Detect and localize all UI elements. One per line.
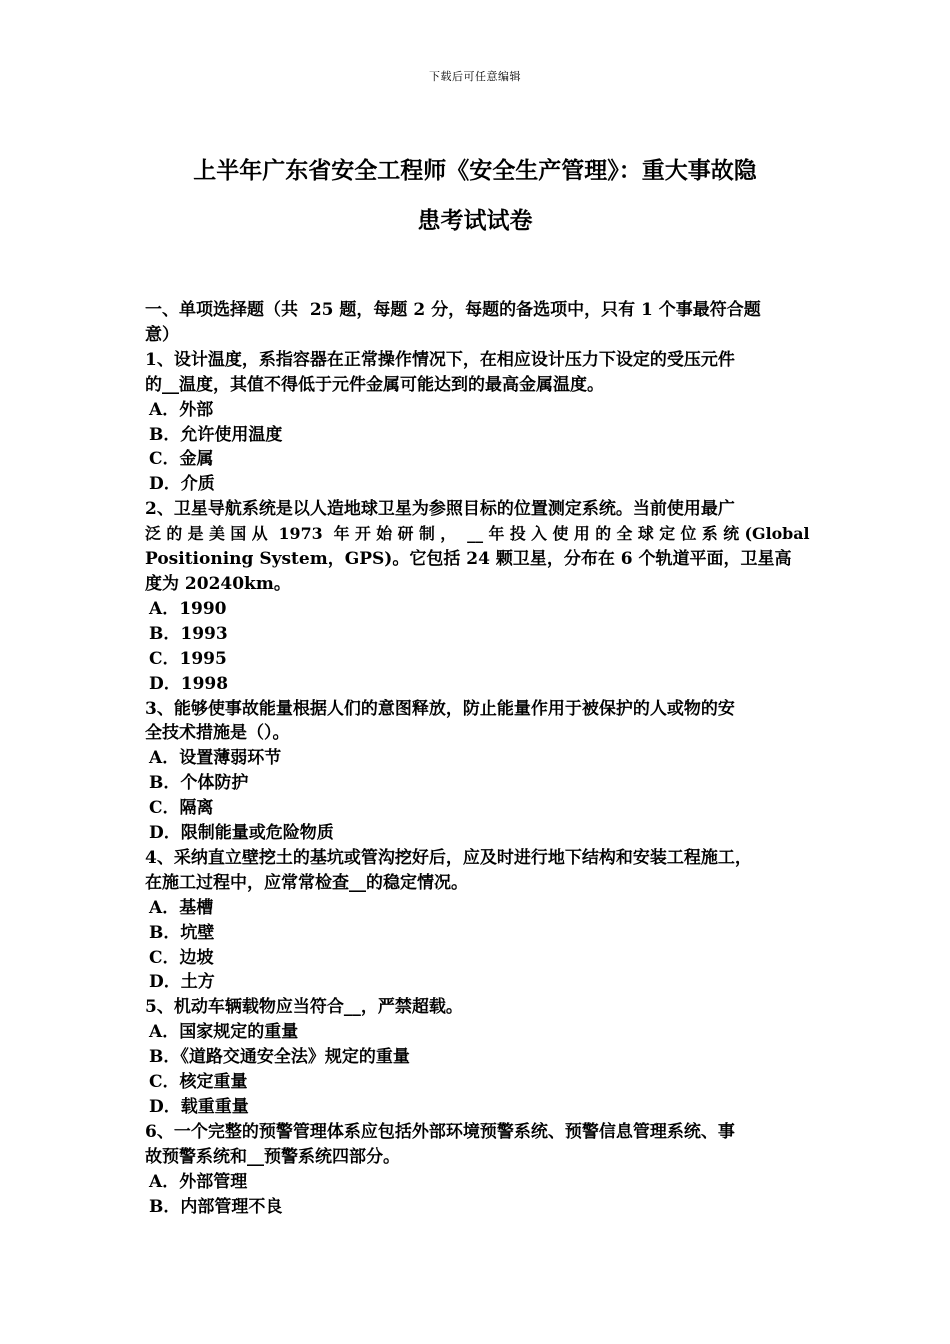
option-c: C．核定重量 xyxy=(149,1072,248,1093)
header-note: 下载后可任意编辑 xyxy=(429,70,521,83)
option-c: C．1995 xyxy=(149,648,227,669)
option-b: B．个体防护 xyxy=(149,773,249,794)
question-3 xyxy=(145,697,817,846)
question-text-line: 的__温度，其值不得低于元件金属可能达到的最高金属温度。 xyxy=(145,374,604,395)
option-a: A．外部管理 xyxy=(149,1171,248,1192)
option-b: B．《道路交通安全法》规定的重量 xyxy=(149,1047,410,1068)
question-text-line: 故预警系统和__预警系统四部分。 xyxy=(145,1146,400,1167)
title-line-2: 患考试试卷 xyxy=(417,207,533,234)
option-a: A．基槽 xyxy=(149,897,214,918)
exam-content xyxy=(145,298,817,1220)
option-b: B．1993 xyxy=(149,623,228,644)
question-1 xyxy=(145,348,817,497)
option-c: C．金属 xyxy=(149,449,214,470)
section-heading xyxy=(145,298,817,348)
page-title xyxy=(150,146,800,246)
option-c: C．边坡 xyxy=(149,947,214,968)
question-text-line: 3、能够使事故能量根据人们的意图释放，防止能量作用于被保护的人或物的安 xyxy=(145,698,735,719)
option-d: D．1998 xyxy=(149,673,229,694)
question-text-line: 度为 20240km。 xyxy=(145,573,291,594)
option-a: A．国家规定的重量 xyxy=(149,1022,299,1043)
title-line-1: 上半年广东省安全工程师《安全生产管理》：重大事故隐 xyxy=(193,157,757,184)
question-text-line: 1、设计温度，系指容器在正常操作情况下，在相应设计压力下设定的受压元件 xyxy=(145,349,735,370)
question-6 xyxy=(145,1120,817,1220)
option-d: D．土方 xyxy=(149,972,215,993)
question-text-line: 2、卫星导航系统是以人造地球卫星为参照目标的位置测定系统。当前使用最广 xyxy=(145,499,735,520)
question-text-line: 4、采纳直立壁挖土的基坑或管沟挖好后，应及时进行地下结构和安装工程施工， xyxy=(145,847,752,868)
question-text-line: 6、一个完整的预警管理体系应包括外部环境预警系统、预警信息管理系统、事 xyxy=(145,1121,735,1142)
option-d: D．限制能量或危险物质 xyxy=(149,823,334,844)
option-a: A．设置薄弱环节 xyxy=(149,748,282,769)
option-d: D．载重重量 xyxy=(149,1097,249,1117)
question-text-line: 全技术措施是（）。 xyxy=(145,723,290,744)
option-d: D．介质 xyxy=(149,474,215,495)
question-5 xyxy=(145,995,817,1120)
question-text-line: 5、机动车辆载物应当符合__，严禁超载。 xyxy=(145,997,463,1018)
question-text-line: 泛 的 是 美 国 从 1973 年 开 始 研 制 ， __ 年 投 入 使 用 的 全 球 定 位 系 统 (Global xyxy=(145,524,810,544)
option-b: B．允许使用温度 xyxy=(149,424,283,445)
option-b: B．内部管理不良 xyxy=(149,1196,283,1217)
question-text-line: 在施工过程中，应常常检查__的稳定情况。 xyxy=(145,872,468,893)
question-2 xyxy=(145,497,817,696)
question-4 xyxy=(145,846,817,995)
section-heading-line: 意） xyxy=(145,324,179,345)
question-text-line: Positioning System，GPS)。它包括 24 颗卫星，分布在 6 个轨道平面，卫星高 xyxy=(145,549,792,570)
option-a: A．外部 xyxy=(149,399,214,420)
section-heading-line: 一、单项选择题（共 25 题，每题 2 分，每题的备选项中，只有 1 个事最符合题 xyxy=(145,300,761,320)
option-c: C．隔离 xyxy=(149,798,214,819)
option-a: A．1990 xyxy=(149,598,227,619)
option-b: B．坑壁 xyxy=(149,922,215,943)
